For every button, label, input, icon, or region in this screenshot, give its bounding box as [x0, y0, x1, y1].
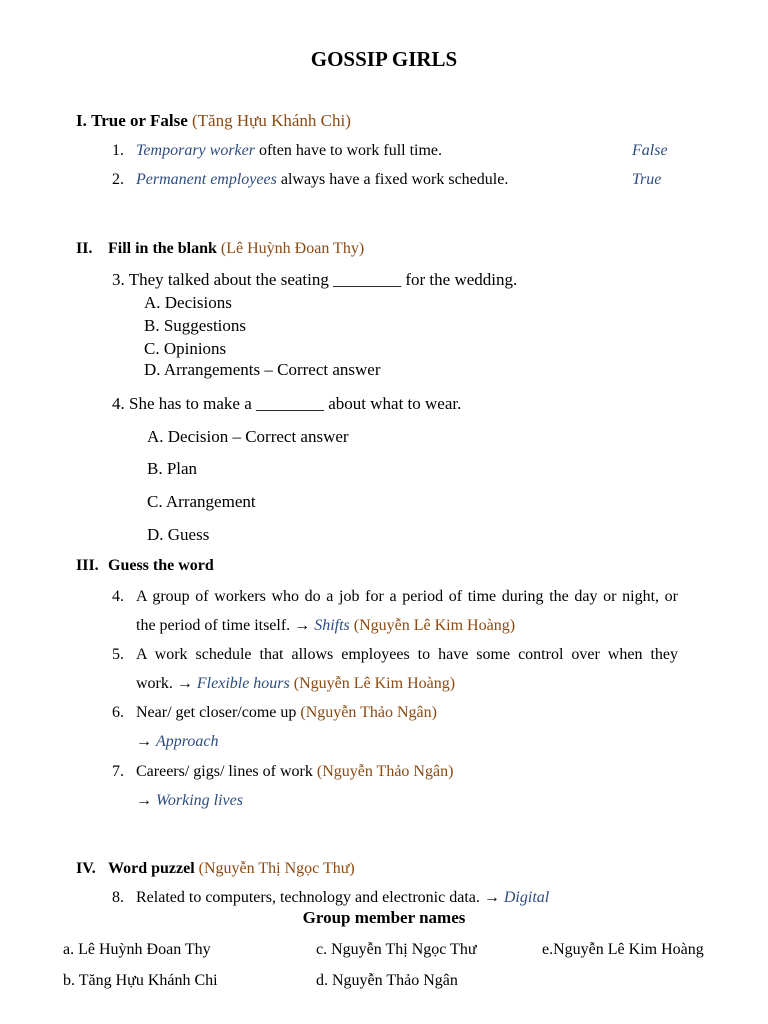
section-4-title: Word puzzel	[108, 860, 195, 877]
section-4-author: (Nguyễn Thị Ngọc Thư)	[198, 860, 355, 877]
guess-item-5-line1: A work schedule that allows employees to have some control over when they	[136, 646, 678, 663]
section-1-author: (Tăng Hựu Khánh Chi)	[192, 111, 351, 130]
q4-option-d: D. Guess	[147, 525, 210, 544]
item-1-number: 1.	[112, 142, 124, 159]
item-1-answer: False	[632, 142, 668, 159]
item-2-rest: always have a fixed work schedule.	[280, 171, 509, 188]
member-e: e.Nguyễn Lê Kim Hoàng	[542, 941, 704, 958]
guess-item-4-line1: A group of workers who do a job for a period of time during the day or night, or	[136, 588, 678, 605]
arrow-icon: →	[136, 733, 152, 750]
members-heading: Group member names	[302, 908, 466, 927]
q4-option-a: A. Decision – Correct answer	[147, 427, 349, 446]
guess-item-5-answer: Flexible hours	[196, 675, 290, 692]
section-2-author: (Lê Huỳnh Đoan Thy)	[220, 240, 365, 257]
section-1-title: True or False	[91, 111, 188, 130]
guess-item-5-author: (Nguyễn Lê Kim Hoàng)	[293, 675, 456, 692]
puzzle-item-8-clue: Related to computers, technology and electronic data. →	[136, 889, 500, 906]
puzzle-item-8-answer: Digital	[503, 889, 550, 906]
guess-item-4-number: 4.	[112, 588, 124, 605]
guess-item-4-author: (Nguyễn Lê Kim Hoàng)	[353, 617, 516, 634]
guess-item-4-line2	[136, 617, 515, 635]
member-d: d. Nguyễn Thảo Ngân	[316, 972, 458, 989]
q3-option-b: B. Suggestions	[144, 316, 247, 335]
guess-item-7-number: 7.	[112, 763, 124, 780]
section-1-number: I.	[76, 111, 87, 130]
question-3: 3. They talked about the seating ________ for the wedding.	[112, 270, 518, 289]
item-1-rest: often have to work full time.	[258, 142, 443, 159]
item-2-answer: True	[632, 171, 662, 188]
item-2-text	[136, 171, 508, 189]
section-2-title: Fill in the blank	[108, 240, 217, 257]
q3-option-a: A. Decisions	[144, 293, 232, 312]
section-3-title: Guess the word	[108, 557, 214, 574]
guess-item-5-lead: work. →	[136, 675, 193, 692]
guess-item-7-author: (Nguyễn Thảo Ngân)	[316, 763, 454, 780]
guess-item-7-answer: Working lives	[156, 792, 243, 809]
guess-item-4-lead: the period of time itself. →	[136, 617, 311, 634]
guess-item-6-author: (Nguyễn Thảo Ngân)	[300, 704, 437, 721]
puzzle-item-8-number: 8.	[112, 889, 124, 906]
guess-item-7-line1	[136, 763, 453, 781]
section-4-heading	[108, 860, 355, 878]
guess-item-4-answer: Shifts	[314, 617, 350, 634]
guess-item-6-line1	[136, 704, 437, 722]
q4-option-c: C. Arrangement	[147, 492, 256, 511]
item-1-term: Temporary worker	[136, 142, 255, 159]
section-4-number: IV.	[76, 860, 96, 877]
item-1-text	[136, 142, 442, 160]
guess-item-6-answer: Approach	[156, 733, 219, 750]
puzzle-item-8-text	[136, 889, 549, 907]
member-a: a. Lê Huỳnh Đoan Thy	[63, 941, 211, 958]
item-2-number: 2.	[112, 171, 124, 188]
section-2-heading	[108, 240, 364, 258]
question-4: 4. She has to make a ________ about what to wear.	[112, 394, 462, 413]
guess-item-6-clue: Near/ get closer/come up	[136, 704, 297, 721]
guess-item-5-line2	[136, 675, 455, 693]
page-title: GOSSIP GIRLS	[310, 47, 458, 71]
section-1-heading	[76, 111, 351, 131]
guess-item-5-number: 5.	[112, 646, 124, 663]
item-2-term: Permanent employees	[136, 171, 277, 188]
section-2-number: II.	[76, 240, 93, 257]
q3-option-d: D. Arrangements – Correct answer	[144, 360, 381, 379]
guess-item-6-line2	[136, 733, 219, 751]
member-b: b. Tăng Hựu Khánh Chi	[63, 972, 218, 989]
member-c: c. Nguyễn Thị Ngọc Thư	[316, 941, 477, 958]
q3-option-c: C. Opinions	[144, 339, 227, 358]
guess-item-7-clue: Careers/ gigs/ lines of work	[136, 763, 313, 780]
section-3-number: III.	[76, 557, 99, 574]
guess-item-6-number: 6.	[112, 704, 124, 721]
arrow-icon: →	[136, 792, 152, 809]
q4-option-b: B. Plan	[147, 459, 198, 478]
guess-item-7-line2	[136, 792, 243, 810]
